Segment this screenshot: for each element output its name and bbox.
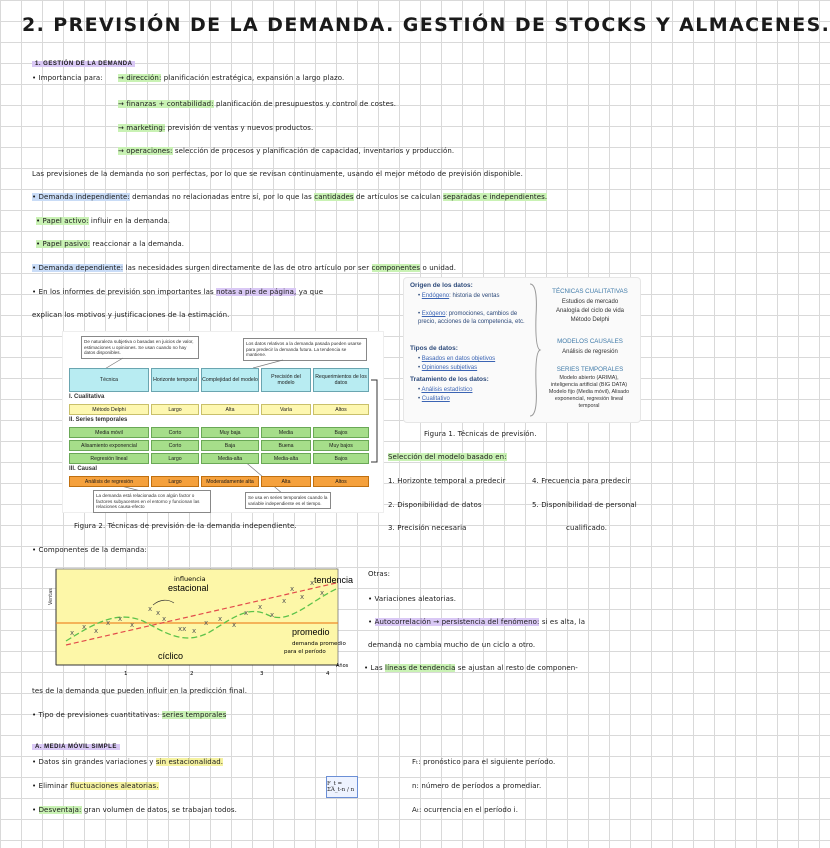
importance-row-3 [118, 124, 313, 133]
point-marker: x [270, 611, 275, 619]
term: • Papel pasivo: [36, 240, 91, 248]
table-cell: Varía [261, 404, 311, 415]
paragraph-previsiones: Las previsiones de la demanda no son perfectas, por lo que se revisan continuamente, usando el mejor método de previsión disponible. [32, 170, 523, 178]
term: notas a pie de página, [216, 288, 297, 296]
x-axis-label: Años [336, 663, 349, 669]
table-cell: Largo [151, 404, 199, 415]
text: gran volumen de datos, se trabajan todos. [81, 806, 237, 814]
tipos-item-1: • Basados en datos objetivos [418, 356, 496, 362]
point-marker: x [204, 619, 209, 627]
table-cell: Regresión lineal [69, 453, 149, 464]
table-header: Técnica [69, 368, 149, 392]
text: se ajustan al resto de componen- [457, 664, 578, 672]
importance-text: previsión de ventas y nuevos productos. [167, 124, 314, 132]
term: • Papel activo: [36, 217, 89, 225]
chart-svg [48, 563, 354, 681]
section-tag: A. MEDIA MÓVIL SIMPLE [32, 744, 120, 750]
point-marker: x [282, 597, 287, 605]
otras-item-2 [368, 618, 585, 627]
text: • En los informes de previsión son importantes las [32, 288, 214, 296]
text: • [32, 806, 39, 814]
importance-label: • Importancia para: [32, 74, 103, 82]
x-tick: 2 [190, 671, 194, 677]
point-marker: x [320, 589, 325, 597]
table-cell: Análisis de regresión [69, 476, 149, 487]
table-header: Complejidad del modelo [201, 368, 259, 392]
term: componentes [371, 264, 421, 272]
tratamiento-heading: Tratamiento de los datos: [410, 376, 489, 383]
point-marker: x [148, 605, 153, 613]
table-header: Precisión del modelo [261, 368, 311, 392]
section-tag: 1. GESTIÓN DE LA DEMANDA [32, 61, 135, 67]
term: Selección del modelo basado en: [388, 453, 507, 461]
tratamiento-term: Cualitativo [421, 396, 450, 402]
note-causal: La demanda está relacionada con algún factor o factores subyacentes en el entorno y funcionan las relaciones causa-efecto [93, 490, 211, 513]
table-cell: Largo [151, 476, 199, 487]
series-line-3: Modelo fijo (Media móvil), Alisado [548, 389, 630, 395]
label-estacional: estacional [168, 583, 209, 593]
tipos-heading: Tipos de datos: [410, 345, 458, 352]
point-marker: x [218, 615, 223, 623]
importance-row-1 [118, 74, 344, 83]
seleccion-heading [388, 453, 507, 462]
term: • Demanda independiente: [32, 193, 130, 201]
seleccion-item: 3. Precisión necesaria [388, 524, 467, 532]
text: las necesidades surgen directamente de las de otro artículo por ser [125, 264, 370, 272]
table-cell: Corto [151, 427, 199, 438]
mms-item-2 [32, 782, 159, 791]
legend-ft: Fₜ: pronóstico para el siguiente período. [412, 758, 556, 766]
origen-term: Exógeno [421, 311, 446, 317]
otras-item-1: • Variaciones aleatorias. [368, 595, 457, 603]
term: líneas de tendencia [385, 664, 456, 672]
legend-n: n: número de períodos a promediar. [412, 782, 542, 790]
text: influir en la demanda. [90, 217, 171, 225]
table-cell: Media-alta [201, 453, 259, 464]
table-cell: Moderadamente alta [201, 476, 259, 487]
table-cell: Altos [313, 404, 369, 415]
table-cell: Bajos [313, 427, 369, 438]
otras-line-5: tes de la demanda que pueden influir en la predicción final. [32, 687, 248, 695]
importance-key: → dirección: [118, 74, 162, 82]
point-marker: x [94, 627, 99, 635]
term: sin estacionalidad. [155, 758, 224, 766]
figure-2-caption: Figura 2. Técnicas de previsión de la demanda independiente. [74, 522, 297, 530]
note-series: Los datos relativos a la demanda pasada pueden usarse para predecir la demanda futura. La tendencia se mantiene. [243, 338, 367, 361]
text: o unidad. [422, 264, 457, 272]
text: • Tipo de previsiones cuantitativas: [32, 711, 160, 719]
table-header: Requerimientos de los datos [313, 368, 369, 392]
text: • [368, 618, 375, 626]
tratamiento-item-2: • Cualitativo [418, 396, 450, 402]
label-demanda-promedio: demanda promedio [292, 641, 346, 647]
paragraph-informes-2: explican los motivos y justificaciones de la estimación. [32, 311, 230, 319]
label-tendencia: tendencia [314, 575, 354, 585]
figure-1-caption: Figura 1. Técnicas de previsión. [424, 430, 537, 438]
seleccion-item: 2. Disponibilidad de datos [388, 501, 482, 509]
importance-text: planificación de presupuestos y control de costes. [215, 100, 397, 108]
importance-row-4 [118, 147, 454, 156]
modelos-causales-heading: MODELOS CAUSALES [557, 338, 623, 345]
tecnicas-line-2: Analogía del ciclo de vida [555, 308, 625, 314]
section-causal: III. Causal [69, 466, 98, 472]
term: separadas e independientes. [443, 193, 548, 201]
point-marker: x [70, 629, 75, 637]
demand-components-chart [48, 563, 354, 681]
note-regresion: Se usa en series temporales cuando la variable independiente es el tiempo. [245, 492, 331, 509]
point-marker: x [244, 609, 249, 617]
paragraph-informes-1 [32, 288, 323, 297]
section-cualitativa: I. Cualitativa [69, 394, 105, 400]
series-temporales-heading: SERIES TEMPORALES [556, 366, 624, 373]
text: si es alta, la [541, 618, 586, 626]
point-marker: x [106, 619, 111, 627]
x-tick: 3 [260, 671, 264, 677]
label-influencia: influencia [174, 575, 206, 583]
point-marker: x [192, 627, 197, 635]
table-cell: Media móvil [69, 427, 149, 438]
table-cell: Corto [151, 440, 199, 451]
section-heading-demanda [32, 52, 135, 70]
importance-text: selección de procesos y planificación de capacidad, inventarios y producción. [174, 147, 455, 155]
tipos-item-2: • Opiniones subjetivas [418, 365, 478, 371]
label-promedio: promedio [292, 627, 330, 637]
table-cell: Muy bajos [313, 440, 369, 451]
point-marker: x [162, 615, 167, 623]
x-tick: 1 [124, 671, 128, 677]
series-line-2: inteligencia artificial (BIG DATA) [550, 382, 628, 388]
table-cell: Altos [313, 476, 369, 487]
legend-at: Aₜ: ocurrencia en el período i. [412, 806, 519, 814]
papel-activo [36, 217, 170, 226]
table-cell: Media [261, 427, 311, 438]
tecnicas-line-3: Método Delphi [570, 317, 610, 323]
label-ciclico: cíclico [158, 651, 184, 661]
table-cell: Alta [201, 404, 259, 415]
tipos-term: Opiniones subjetivas [421, 365, 478, 371]
tratamiento-term: Análisis estadístico [421, 387, 473, 393]
table-cell: Largo [151, 453, 199, 464]
table-cell: Alta [261, 476, 311, 487]
series-line-4: exponencial, regresión lineal [554, 396, 624, 402]
table-cell: Buena [261, 440, 311, 451]
y-axis-label: Ventas [48, 588, 54, 605]
otras-line-3: demanda no cambia mucho de un ciclo a otro. [368, 641, 536, 649]
series-line-1: Modelo abierto (ARIMA), [559, 375, 619, 381]
term: fluctuaciones aleatorias. [70, 782, 159, 790]
origen-heading: Origen de los datos: [410, 282, 473, 289]
label-del-periodo: para el período [284, 649, 326, 655]
mms-item-3 [32, 806, 237, 815]
text: • Datos sin grandes variaciones y [32, 758, 156, 766]
point-marker: x [258, 603, 263, 611]
point-marker: x [156, 609, 161, 617]
importance-row-2 [118, 100, 396, 109]
note-cualitativa: De naturaleza subjetiva o basadas en juicios de valor, estimaciones u opiniones. Se usan cuando no hay datos disponibles. [81, 336, 199, 359]
formula-text: F_t = ΣA_t-n / n [327, 781, 355, 793]
origen-desc: : promociones, cambios de precio, acciones de la competencia, etc. [418, 311, 525, 325]
table-cell: Bajos [313, 453, 369, 464]
term: cantidades [314, 193, 354, 201]
text: • Las [364, 664, 383, 672]
point-marker: x [82, 623, 87, 631]
point-marker: x [232, 621, 237, 629]
componentes-heading: • Componentes de la demanda: [32, 546, 147, 554]
seleccion-item: 4. Frecuencia para predecir [532, 477, 631, 485]
tecnicas-cualitativas-heading: TÉCNICAS CUALITATIVAS [552, 288, 628, 295]
section-heading-media-movil [32, 735, 120, 753]
figure-tecnicas-demanda-independiente [62, 331, 384, 513]
modelos-line-1: Análisis de regresión [562, 349, 618, 355]
term: Autocorrelación → persistencia del fenómeno: [374, 618, 540, 626]
point-marker: x [130, 621, 135, 629]
formula-box [326, 776, 358, 798]
origen-term: Endógeno [421, 293, 450, 299]
figure-tecnicas-prevision [403, 277, 641, 423]
tratamiento-item-1: • Análisis estadístico [418, 387, 473, 393]
importance-text: planificación estratégica, expansión a largo plazo. [163, 74, 345, 82]
point-marker: x [300, 593, 305, 601]
table-header: Horizonte temporal [151, 368, 199, 392]
otras-line-4 [364, 664, 578, 673]
term: Desventaja: [38, 806, 82, 814]
origen-item-2: • Exógeno: promociones, cambios de precio, acciones de la competencia, etc. [418, 311, 525, 325]
importance-key: → marketing: [118, 124, 166, 132]
point-marker: x [310, 579, 315, 587]
papel-pasivo [36, 240, 184, 249]
paragraph-demanda-independiente [32, 193, 547, 202]
point-marker: x [118, 615, 123, 623]
table-cell: Baja [201, 440, 259, 451]
tipos-term: Basados en datos objetivos [421, 356, 496, 362]
tecnicas-line-1: Estudios de mercado [561, 299, 619, 305]
x-tick: 4 [326, 671, 330, 677]
table-cell: Método Delphi [69, 404, 149, 415]
page-title: 2. PREVISIÓN DE LA DEMANDA. GESTIÓN DE STOCKS Y ALMACENES. [22, 14, 830, 36]
text: de artículos se calculan [355, 193, 441, 201]
term: • Demanda dependiente: [32, 264, 124, 272]
origen-desc: : historia de ventas [449, 293, 500, 299]
section-series-temporales: II. Series temporales [69, 417, 128, 423]
text: reaccionar a la demanda. [92, 240, 185, 248]
importance-key: → finanzas + contabilidad: [118, 100, 214, 108]
paragraph-demanda-dependiente [32, 264, 456, 273]
text: demandas no relacionadas entre sí, por lo que las [132, 193, 312, 201]
table-cell: Alisamiento exponencial [69, 440, 149, 451]
origen-item-1: • Endógeno: historia de ventas [418, 293, 500, 299]
seleccion-item: 5. Disponibilidad de personal [532, 501, 637, 509]
table-cell: Media-alta [261, 453, 311, 464]
tipo-previsiones [32, 711, 226, 720]
otras-heading: Otras: [368, 570, 391, 578]
seleccion-item: 1. Horizonte temporal a predecir [388, 477, 506, 485]
mms-item-1 [32, 758, 223, 767]
importance-key: → operaciones: [118, 147, 173, 155]
series-line-5: temporal [578, 403, 600, 409]
term: series temporales [162, 711, 227, 719]
seleccion-item: cualificado. [566, 524, 608, 532]
point-marker: xx [178, 625, 187, 633]
point-marker: x [290, 585, 295, 593]
text: • Eliminar [32, 782, 71, 790]
text: ya que [298, 288, 324, 296]
table-cell: Muy baja [201, 427, 259, 438]
